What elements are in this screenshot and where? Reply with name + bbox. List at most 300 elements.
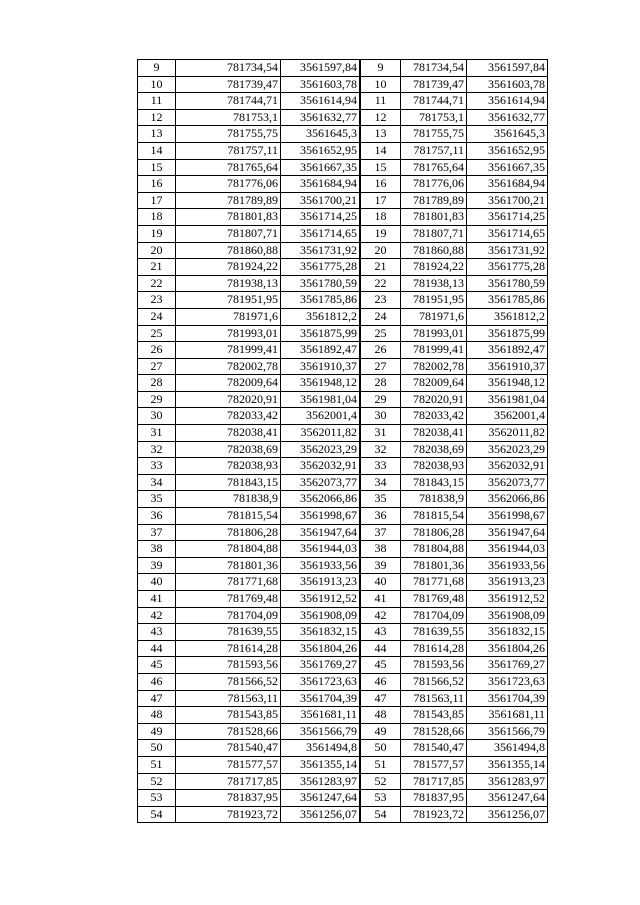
table-row	[138, 408, 387, 425]
table-row	[361, 391, 548, 408]
y-coordinate-cell: 3562073,77	[467, 474, 548, 491]
x-coordinate-cell: 781704,09	[176, 607, 281, 624]
y-coordinate-cell: 3561355,14	[281, 756, 360, 773]
x-coordinate-cell: 781837,95	[176, 790, 281, 807]
point-number-cell: 39	[138, 557, 176, 574]
point-number-cell: 42	[138, 607, 176, 624]
table-row	[138, 109, 387, 126]
table-row	[138, 607, 387, 624]
point-number-cell: 27	[138, 358, 176, 375]
table-row	[138, 259, 387, 276]
point-number-cell: 32	[361, 441, 401, 458]
y-coordinate-cell: 3561614,94	[281, 93, 360, 110]
y-coordinate-cell: 3561785,86	[467, 292, 548, 309]
point-number-cell: 54	[361, 806, 401, 823]
table-row	[138, 723, 387, 740]
y-coordinate-cell: 3562001,4	[281, 408, 360, 425]
y-coordinate-cell: 3561597,84	[467, 60, 548, 77]
point-number-cell: 27	[361, 358, 401, 375]
x-coordinate-cell: 781734,54	[176, 60, 281, 77]
table-row	[138, 557, 387, 574]
table-row	[361, 308, 548, 325]
x-coordinate-cell: 781807,71	[401, 225, 467, 242]
table-row	[138, 574, 387, 591]
x-coordinate-cell: 781540,47	[401, 740, 467, 757]
x-coordinate-cell: 781807,71	[176, 225, 281, 242]
x-coordinate-cell: 782009,64	[176, 375, 281, 392]
table-row	[138, 60, 387, 77]
coordinates-table-right-body	[361, 60, 548, 823]
x-coordinate-cell: 781757,11	[176, 142, 281, 159]
y-coordinate-cell: 3561714,65	[467, 225, 548, 242]
x-coordinate-cell: 781528,66	[401, 723, 467, 740]
x-coordinate-cell: 781614,28	[401, 640, 467, 657]
point-number-cell: 37	[361, 524, 401, 541]
point-number-cell: 38	[138, 541, 176, 558]
point-number-cell: 28	[361, 375, 401, 392]
y-coordinate-cell: 3562011,82	[467, 425, 548, 442]
point-number-cell: 17	[361, 192, 401, 209]
y-coordinate-cell: 3561944,03	[281, 541, 360, 558]
point-number-cell: 44	[138, 640, 176, 657]
point-number-cell: 52	[361, 773, 401, 790]
y-coordinate-cell: 3561667,35	[467, 159, 548, 176]
y-coordinate-cell: 3561944,03	[467, 541, 548, 558]
y-coordinate-cell: 3561681,11	[467, 707, 548, 724]
point-number-cell: 49	[138, 723, 176, 740]
point-number-cell: 46	[361, 673, 401, 690]
y-coordinate-cell: 3562011,82	[281, 425, 360, 442]
table-row	[361, 275, 548, 292]
table-row	[138, 176, 387, 193]
y-coordinate-cell: 3561704,39	[467, 690, 548, 707]
point-number-cell: 42	[361, 607, 401, 624]
table-row	[138, 358, 387, 375]
y-coordinate-cell: 3562001,4	[467, 408, 548, 425]
y-coordinate-cell: 3561714,25	[467, 209, 548, 226]
point-number-cell: 12	[138, 109, 176, 126]
table-row	[138, 624, 387, 641]
x-coordinate-cell: 781815,54	[401, 508, 467, 525]
y-coordinate-cell: 3561723,63	[281, 673, 360, 690]
x-coordinate-cell: 781593,56	[401, 657, 467, 674]
point-number-cell: 48	[138, 707, 176, 724]
table-row	[361, 358, 548, 375]
y-coordinate-cell: 3561780,59	[467, 275, 548, 292]
x-coordinate-cell: 782038,69	[176, 441, 281, 458]
point-number-cell: 29	[138, 391, 176, 408]
point-number-cell: 44	[361, 640, 401, 657]
point-number-cell: 40	[361, 574, 401, 591]
table-row	[138, 441, 387, 458]
x-coordinate-cell: 782033,42	[401, 408, 467, 425]
y-coordinate-cell: 3561769,27	[467, 657, 548, 674]
y-coordinate-cell: 3561785,86	[281, 292, 360, 309]
x-coordinate-cell: 781639,55	[401, 624, 467, 641]
y-coordinate-cell: 3561731,92	[281, 242, 360, 259]
point-number-cell: 35	[138, 491, 176, 508]
x-coordinate-cell: 781734,54	[401, 60, 467, 77]
point-number-cell: 50	[138, 740, 176, 757]
y-coordinate-cell: 3561981,04	[467, 391, 548, 408]
table-row	[361, 76, 548, 93]
table-row	[138, 425, 387, 442]
y-coordinate-cell: 3561247,64	[467, 790, 548, 807]
x-coordinate-cell: 781769,48	[176, 591, 281, 608]
table-row	[361, 756, 548, 773]
table-row	[138, 773, 387, 790]
y-coordinate-cell: 3562032,91	[281, 458, 360, 475]
point-number-cell: 18	[138, 209, 176, 226]
point-number-cell: 28	[138, 375, 176, 392]
x-coordinate-cell: 781563,11	[176, 690, 281, 707]
x-coordinate-cell: 781993,01	[176, 325, 281, 342]
table-row	[361, 624, 548, 641]
y-coordinate-cell: 3561681,11	[281, 707, 360, 724]
table-row	[361, 790, 548, 807]
point-number-cell: 17	[138, 192, 176, 209]
point-number-cell: 34	[138, 474, 176, 491]
y-coordinate-cell: 3561910,37	[467, 358, 548, 375]
point-number-cell: 45	[138, 657, 176, 674]
x-coordinate-cell: 781566,52	[401, 673, 467, 690]
table-row	[361, 109, 548, 126]
table-row	[138, 690, 387, 707]
table-row	[361, 425, 548, 442]
x-coordinate-cell: 781540,47	[176, 740, 281, 757]
point-number-cell: 19	[361, 225, 401, 242]
table-row	[138, 275, 387, 292]
table-row	[138, 806, 387, 823]
x-coordinate-cell: 781765,64	[401, 159, 467, 176]
x-coordinate-cell: 782038,41	[401, 425, 467, 442]
y-coordinate-cell: 3561684,94	[281, 176, 360, 193]
x-coordinate-cell: 782020,91	[176, 391, 281, 408]
table-row	[138, 790, 387, 807]
table-row	[138, 126, 387, 143]
x-coordinate-cell: 782002,78	[176, 358, 281, 375]
table-row	[138, 325, 387, 342]
point-number-cell: 20	[138, 242, 176, 259]
table-row	[361, 740, 548, 757]
y-coordinate-cell: 3561913,23	[467, 574, 548, 591]
coordinates-table-left	[137, 59, 387, 823]
x-coordinate-cell: 781843,15	[401, 474, 467, 491]
y-coordinate-cell: 3561908,09	[467, 607, 548, 624]
table-row	[361, 60, 548, 77]
table-row	[138, 308, 387, 325]
y-coordinate-cell: 3561700,21	[467, 192, 548, 209]
point-number-cell: 49	[361, 723, 401, 740]
point-number-cell: 47	[361, 690, 401, 707]
x-coordinate-cell: 781801,83	[401, 209, 467, 226]
y-coordinate-cell: 3561875,99	[281, 325, 360, 342]
x-coordinate-cell: 781924,22	[401, 259, 467, 276]
x-coordinate-cell: 781593,56	[176, 657, 281, 674]
table-row	[361, 508, 548, 525]
table-row	[138, 591, 387, 608]
y-coordinate-cell: 3561603,78	[467, 76, 548, 93]
x-coordinate-cell: 781951,95	[176, 292, 281, 309]
x-coordinate-cell: 781804,88	[176, 541, 281, 558]
x-coordinate-cell: 782002,78	[401, 358, 467, 375]
x-coordinate-cell: 782038,69	[401, 441, 467, 458]
x-coordinate-cell: 781971,6	[401, 308, 467, 325]
x-coordinate-cell: 781924,22	[176, 259, 281, 276]
y-coordinate-cell: 3561652,95	[467, 142, 548, 159]
x-coordinate-cell: 781765,64	[176, 159, 281, 176]
y-coordinate-cell: 3562066,86	[281, 491, 360, 508]
point-number-cell: 18	[361, 209, 401, 226]
point-number-cell: 16	[361, 176, 401, 193]
point-number-cell: 53	[361, 790, 401, 807]
x-coordinate-cell: 781577,57	[176, 756, 281, 773]
y-coordinate-cell: 3561256,07	[281, 806, 360, 823]
x-coordinate-cell: 781938,13	[401, 275, 467, 292]
point-number-cell: 35	[361, 491, 401, 508]
y-coordinate-cell: 3561256,07	[467, 806, 548, 823]
y-coordinate-cell: 3561723,63	[467, 673, 548, 690]
table-row	[361, 192, 548, 209]
x-coordinate-cell: 781837,95	[401, 790, 467, 807]
point-number-cell: 14	[361, 142, 401, 159]
table-row	[138, 142, 387, 159]
table-row	[138, 159, 387, 176]
x-coordinate-cell: 781704,09	[401, 607, 467, 624]
y-coordinate-cell: 3562023,29	[467, 441, 548, 458]
table-row	[361, 142, 548, 159]
x-coordinate-cell: 781717,85	[401, 773, 467, 790]
point-number-cell: 24	[138, 308, 176, 325]
point-number-cell: 21	[361, 259, 401, 276]
x-coordinate-cell: 781755,75	[176, 126, 281, 143]
point-number-cell: 36	[361, 508, 401, 525]
y-coordinate-cell: 3561355,14	[467, 756, 548, 773]
table-row	[361, 657, 548, 674]
point-number-cell: 11	[361, 93, 401, 110]
table-row	[361, 325, 548, 342]
table-row	[138, 342, 387, 359]
table-row	[138, 508, 387, 525]
point-number-cell: 53	[138, 790, 176, 807]
x-coordinate-cell: 781543,85	[401, 707, 467, 724]
coordinates-table-left-body	[138, 60, 387, 823]
x-coordinate-cell: 781566,52	[176, 673, 281, 690]
x-coordinate-cell: 781860,88	[176, 242, 281, 259]
point-number-cell: 13	[361, 126, 401, 143]
point-number-cell: 46	[138, 673, 176, 690]
point-number-cell: 29	[361, 391, 401, 408]
table-row	[361, 640, 548, 657]
y-coordinate-cell: 3561283,97	[281, 773, 360, 790]
table-row	[138, 756, 387, 773]
x-coordinate-cell: 781815,54	[176, 508, 281, 525]
y-coordinate-cell: 3561731,92	[467, 242, 548, 259]
point-number-cell: 47	[138, 690, 176, 707]
y-coordinate-cell: 3561912,52	[281, 591, 360, 608]
table-row	[361, 574, 548, 591]
y-coordinate-cell: 3561948,12	[281, 375, 360, 392]
table-row	[138, 657, 387, 674]
x-coordinate-cell: 781577,57	[401, 756, 467, 773]
table-row	[361, 557, 548, 574]
y-coordinate-cell: 3561247,64	[281, 790, 360, 807]
y-coordinate-cell: 3561645,3	[281, 126, 360, 143]
x-coordinate-cell: 781993,01	[401, 325, 467, 342]
x-coordinate-cell: 781843,15	[176, 474, 281, 491]
y-coordinate-cell: 3561947,64	[281, 524, 360, 541]
y-coordinate-cell: 3561714,65	[281, 225, 360, 242]
table-row	[138, 375, 387, 392]
point-number-cell: 43	[361, 624, 401, 641]
point-number-cell: 48	[361, 707, 401, 724]
table-row	[361, 591, 548, 608]
point-number-cell: 10	[361, 76, 401, 93]
table-row	[138, 474, 387, 491]
y-coordinate-cell: 3561775,28	[281, 259, 360, 276]
point-number-cell: 26	[361, 342, 401, 359]
point-number-cell: 23	[138, 292, 176, 309]
y-coordinate-cell: 3561832,15	[281, 624, 360, 641]
table-row	[361, 707, 548, 724]
y-coordinate-cell: 3561892,47	[281, 342, 360, 359]
point-number-cell: 15	[361, 159, 401, 176]
table-row	[361, 806, 548, 823]
x-coordinate-cell: 781563,11	[401, 690, 467, 707]
x-coordinate-cell: 781639,55	[176, 624, 281, 641]
x-coordinate-cell: 781744,71	[176, 93, 281, 110]
x-coordinate-cell: 782038,93	[401, 458, 467, 475]
point-number-cell: 50	[361, 740, 401, 757]
point-number-cell: 32	[138, 441, 176, 458]
x-coordinate-cell: 781753,1	[401, 109, 467, 126]
table-row	[361, 242, 548, 259]
y-coordinate-cell: 3561632,77	[281, 109, 360, 126]
table-row	[361, 773, 548, 790]
x-coordinate-cell: 782038,93	[176, 458, 281, 475]
point-number-cell: 51	[138, 756, 176, 773]
y-coordinate-cell: 3561684,94	[467, 176, 548, 193]
y-coordinate-cell: 3561998,67	[281, 508, 360, 525]
y-coordinate-cell: 3562032,91	[467, 458, 548, 475]
y-coordinate-cell: 3561892,47	[467, 342, 548, 359]
x-coordinate-cell: 781806,28	[176, 524, 281, 541]
table-row	[361, 375, 548, 392]
y-coordinate-cell: 3561645,3	[467, 126, 548, 143]
table-row	[361, 292, 548, 309]
point-number-cell: 25	[138, 325, 176, 342]
x-coordinate-cell: 781923,72	[401, 806, 467, 823]
table-row	[138, 225, 387, 242]
y-coordinate-cell: 3561998,67	[467, 508, 548, 525]
y-coordinate-cell: 3561908,09	[281, 607, 360, 624]
y-coordinate-cell: 3561597,84	[281, 60, 360, 77]
point-number-cell: 34	[361, 474, 401, 491]
table-row	[361, 458, 548, 475]
table-row	[138, 209, 387, 226]
table-row	[361, 209, 548, 226]
x-coordinate-cell: 781739,47	[401, 76, 467, 93]
point-number-cell: 26	[138, 342, 176, 359]
y-coordinate-cell: 3561912,52	[467, 591, 548, 608]
y-coordinate-cell: 3561700,21	[281, 192, 360, 209]
table-row	[138, 541, 387, 558]
x-coordinate-cell: 781744,71	[401, 93, 467, 110]
x-coordinate-cell: 781776,06	[401, 176, 467, 193]
x-coordinate-cell: 781771,68	[176, 574, 281, 591]
point-number-cell: 45	[361, 657, 401, 674]
x-coordinate-cell: 781801,36	[401, 557, 467, 574]
x-coordinate-cell: 781804,88	[401, 541, 467, 558]
table-row	[361, 690, 548, 707]
table-row	[361, 126, 548, 143]
point-number-cell: 54	[138, 806, 176, 823]
x-coordinate-cell: 781717,85	[176, 773, 281, 790]
point-number-cell: 43	[138, 624, 176, 641]
y-coordinate-cell: 3561566,79	[467, 723, 548, 740]
y-coordinate-cell: 3561804,26	[281, 640, 360, 657]
y-coordinate-cell: 3561933,56	[281, 557, 360, 574]
y-coordinate-cell: 3561832,15	[467, 624, 548, 641]
point-number-cell: 21	[138, 259, 176, 276]
y-coordinate-cell: 3562023,29	[281, 441, 360, 458]
x-coordinate-cell: 781838,9	[176, 491, 281, 508]
point-number-cell: 39	[361, 557, 401, 574]
x-coordinate-cell: 781739,47	[176, 76, 281, 93]
y-coordinate-cell: 3561714,25	[281, 209, 360, 226]
table-row	[361, 408, 548, 425]
table-row	[138, 458, 387, 475]
y-coordinate-cell: 3561812,2	[467, 308, 548, 325]
y-coordinate-cell: 3561566,79	[281, 723, 360, 740]
table-row	[138, 524, 387, 541]
y-coordinate-cell: 3561704,39	[281, 690, 360, 707]
y-coordinate-cell: 3561283,97	[467, 773, 548, 790]
table-row	[361, 607, 548, 624]
point-number-cell: 31	[361, 425, 401, 442]
point-number-cell: 20	[361, 242, 401, 259]
point-number-cell: 37	[138, 524, 176, 541]
point-number-cell: 24	[361, 308, 401, 325]
x-coordinate-cell: 782009,64	[401, 375, 467, 392]
x-coordinate-cell: 781999,41	[401, 342, 467, 359]
y-coordinate-cell: 3561948,12	[467, 375, 548, 392]
point-number-cell: 25	[361, 325, 401, 342]
x-coordinate-cell: 781753,1	[176, 109, 281, 126]
point-number-cell: 13	[138, 126, 176, 143]
y-coordinate-cell: 3561780,59	[281, 275, 360, 292]
x-coordinate-cell: 781528,66	[176, 723, 281, 740]
y-coordinate-cell: 3561804,26	[467, 640, 548, 657]
table-row	[361, 474, 548, 491]
x-coordinate-cell: 781543,85	[176, 707, 281, 724]
y-coordinate-cell: 3561769,27	[281, 657, 360, 674]
x-coordinate-cell: 781801,36	[176, 557, 281, 574]
table-row	[138, 192, 387, 209]
point-number-cell: 19	[138, 225, 176, 242]
point-number-cell: 38	[361, 541, 401, 558]
x-coordinate-cell: 782033,42	[176, 408, 281, 425]
table-row	[138, 93, 387, 110]
point-number-cell: 41	[361, 591, 401, 608]
y-coordinate-cell: 3561812,2	[281, 308, 360, 325]
y-coordinate-cell: 3562073,77	[281, 474, 360, 491]
table-row	[361, 225, 548, 242]
point-number-cell: 10	[138, 76, 176, 93]
x-coordinate-cell: 781789,89	[176, 192, 281, 209]
point-number-cell: 30	[138, 408, 176, 425]
table-row	[361, 524, 548, 541]
